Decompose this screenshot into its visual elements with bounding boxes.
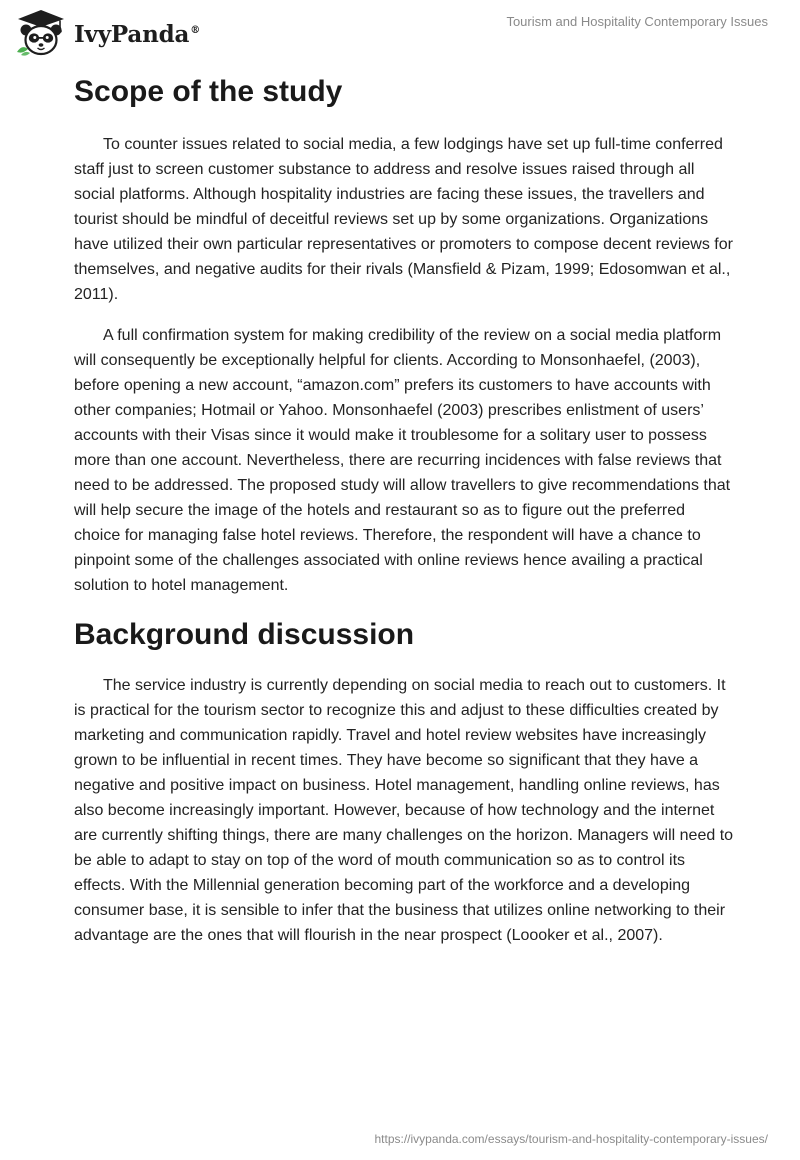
paragraph: The service industry is currently depending on social media to reach out to customers. It is practical for the tourism sector to recognize this and adjust to these difficulties created by marketing and communication rapidly. Travel and hotel review websites have increasingly grown to be influential in recent times. They have become so significant that they have a negative and positive impact on business. Hotel management, handling online reviews, has also become increasingly important. However, because of how technology and the internet are currently shifting things, there are many challenges on the horizon. Managers will need to be able to adapt to stay on top of the word of mouth communication so as to control its effects. With the Millennial generation becoming part of the workforce and a developing consumer base, it is sensible to infer that the business that utilizes online networking to their advantage are the ones that will flourish in the near prospect (Loooker et al., 2007).	[74, 677, 734, 944]
paragraph: To counter issues related to social media, a few lodgings have set up full-time conferred staff just to screen customer substance to address and resolve issues raised through all social platforms. Although hospitality industries are facing these issues, the travellers and tourist should be mindful of deceitful reviews set up by some organizations. Organizations have utilized their own particular representatives or promoters to compose decent reviews for themselves, and negative audits for their rivals (Mansfield & Pizam, 1999; Edosomwan et al., 2011).	[74, 136, 733, 303]
source-url[interactable]: https://ivypanda.com/essays/tourism-and-hospitality-contemporary-issues/	[374, 1132, 768, 1146]
essay-content	[74, 70, 734, 964]
brand-name: IvyPanda®	[74, 20, 200, 48]
section-heading-scope: Scope of the study	[74, 75, 343, 108]
brand-logo[interactable]	[14, 8, 200, 58]
page-header	[0, 0, 800, 70]
section-heading-background: Background discussion	[74, 618, 415, 651]
document-title: Tourism and Hospitality Contemporary Issues	[506, 14, 768, 29]
paragraph: A full confirmation system for making credibility of the review on a social media platform will consequently be exceptionally helpful for clients. According to Monsonhaefel, (2003), before opening a new account, “amazon.com” prefers its customers to have accounts with other companies; Hotmail or Yahoo. Monsonhaefel (2003) prescribes enlistment of users’ accounts with their Visas since it would make it troublesome for a solitary user to possess more than one account. Nevertheless, there are recurring incidences with false reviews that need to be addressed. The proposed study will allow travellers to give recommendations that will help secure the image of the hotels and restaurant so as to figure out the preferred choice for managing false hotel reviews. Therefore, the respondent will have a chance to pinpoint some of the challenges associated with online reviews hence availing a practical solution to hotel management.	[74, 327, 731, 594]
panda-graduate-icon	[14, 8, 68, 58]
